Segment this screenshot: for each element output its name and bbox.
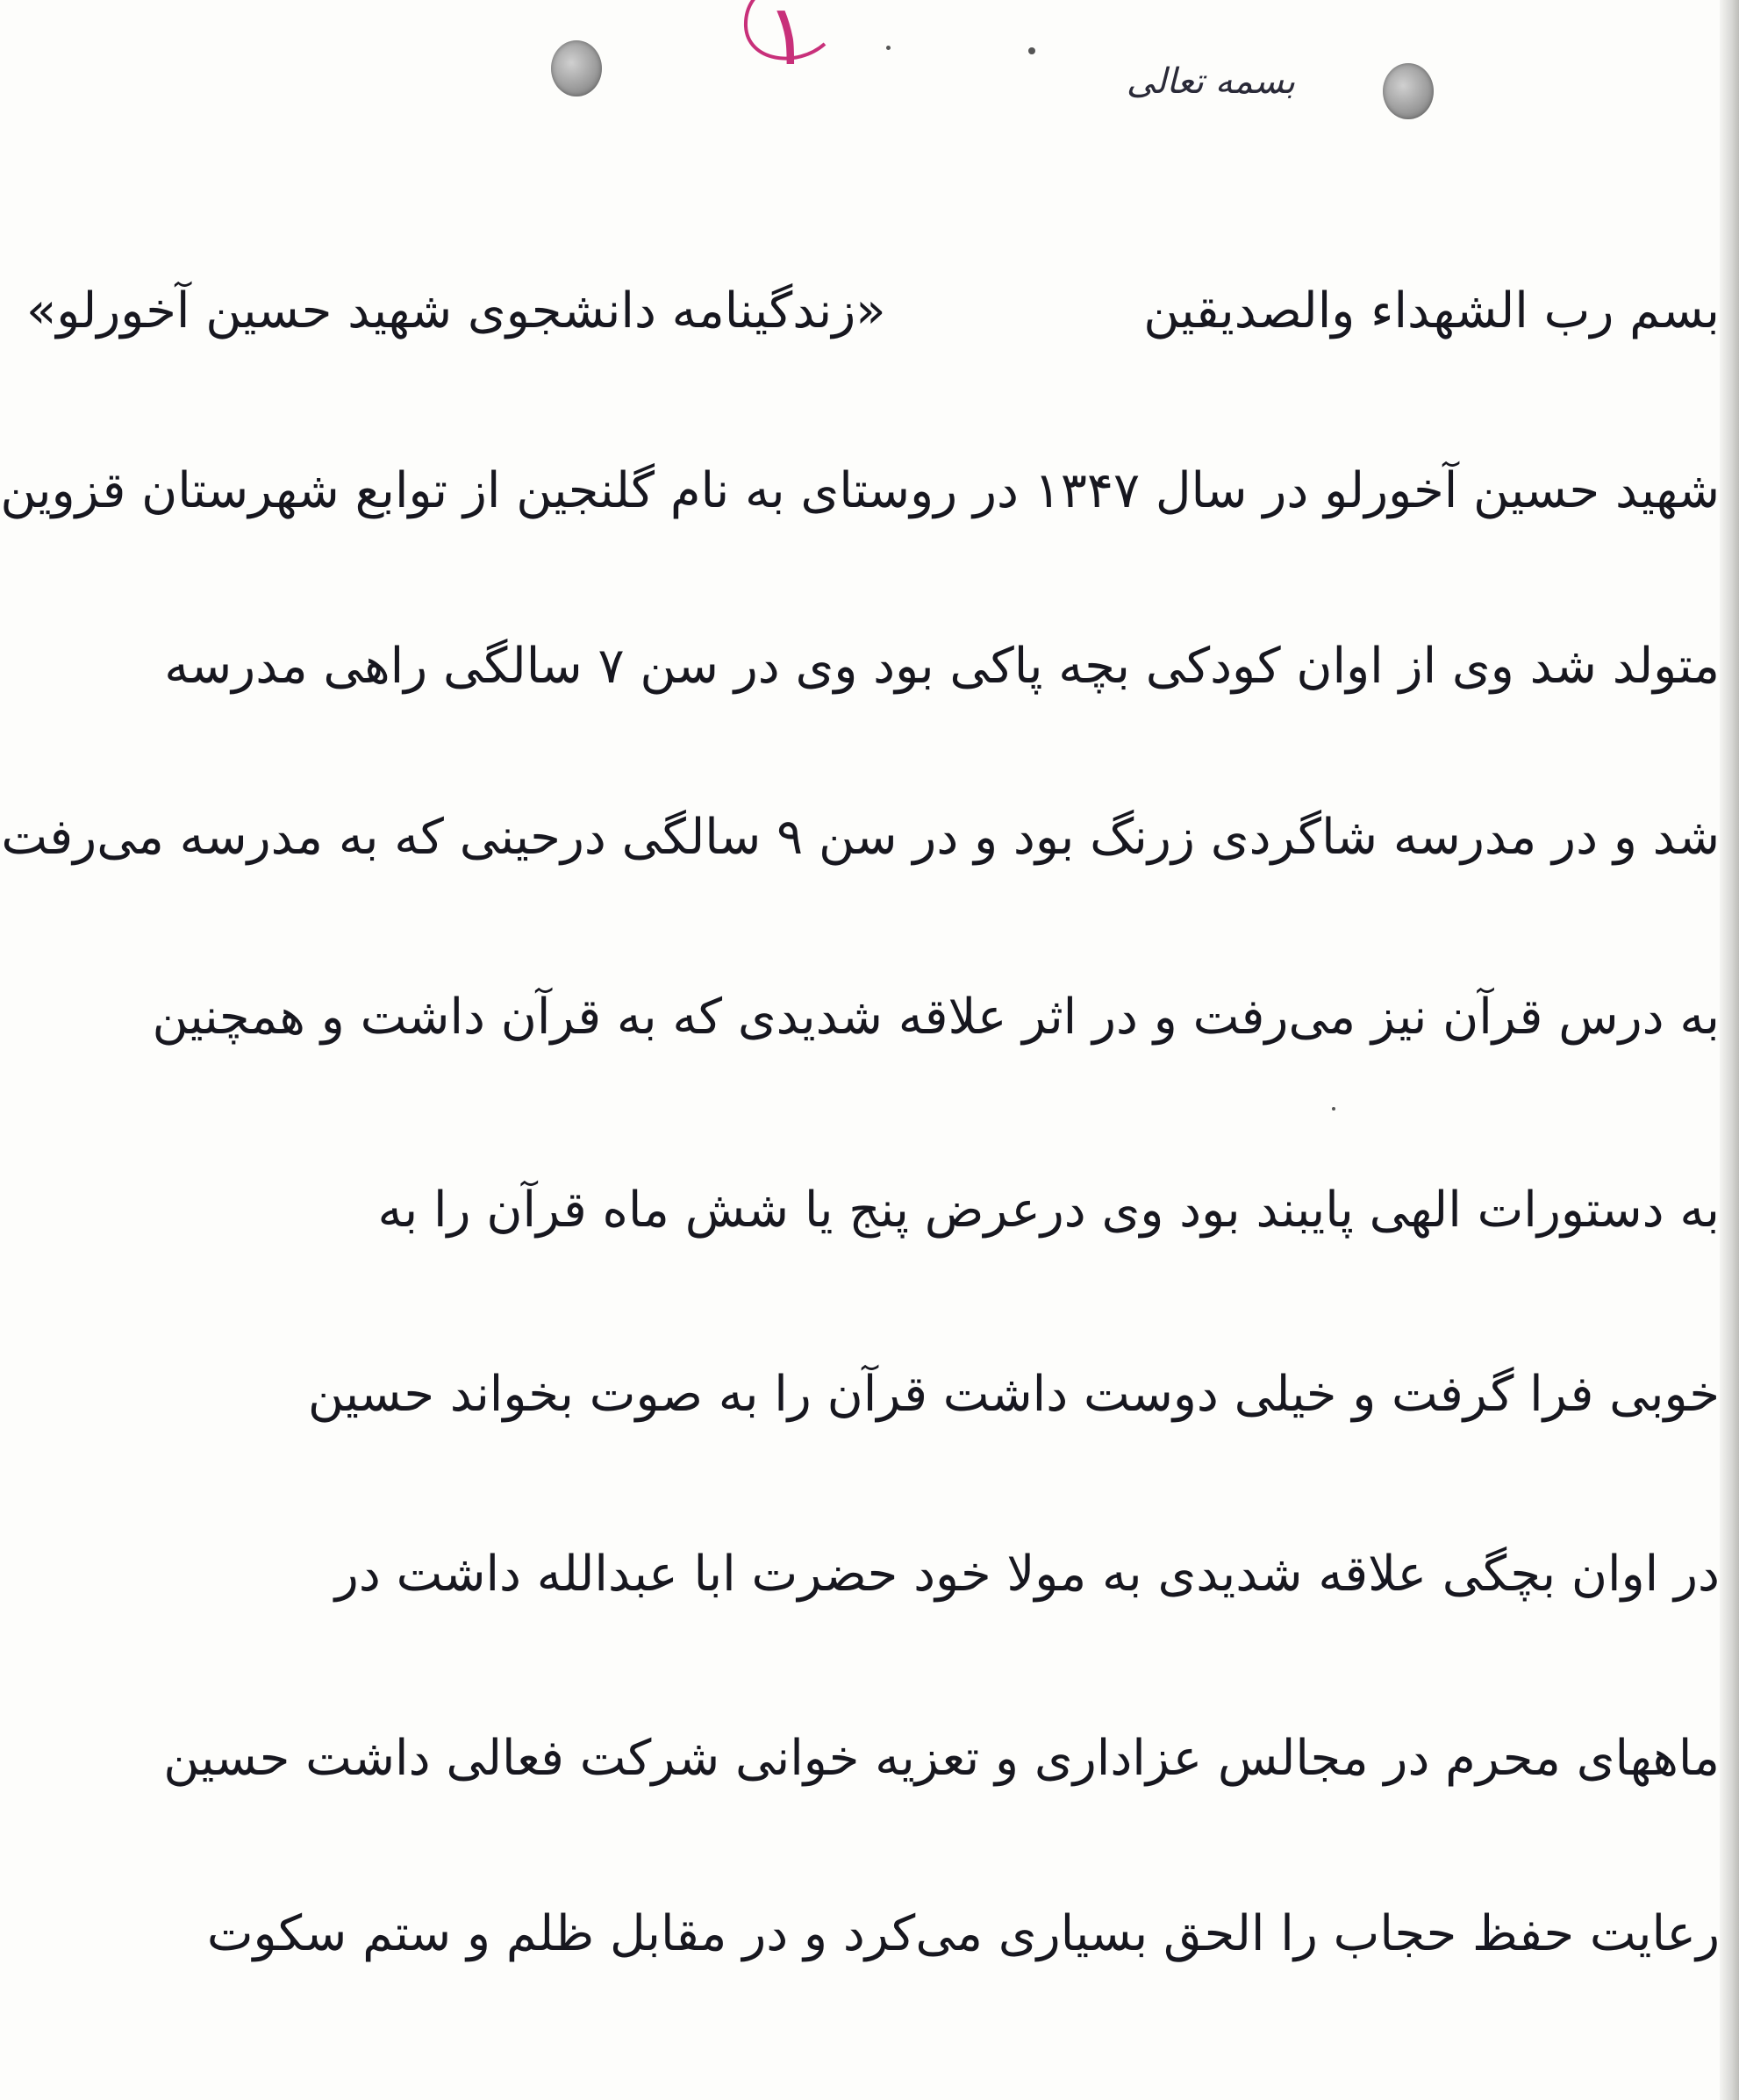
page-number-text: ۱ bbox=[765, 0, 811, 84]
ink-dot bbox=[1028, 47, 1035, 54]
page-number-circle bbox=[726, 0, 849, 96]
ink-dot bbox=[1332, 1107, 1335, 1111]
punch-hole-left bbox=[551, 40, 602, 96]
header-blessing: بسمه تعالی bbox=[1126, 61, 1296, 102]
title-line bbox=[26, 276, 1720, 346]
text-line-3: شد و در مدرسه شاگردی زرنگ بود و در سن ۹ سالگی درحینی که به مدرسه می‌رفت bbox=[1, 809, 1720, 866]
punch-hole-right bbox=[1383, 63, 1434, 119]
page-number bbox=[726, 0, 849, 96]
page-title: «زندگینامه دانشجوی شهید حسین آخورلو» bbox=[26, 282, 886, 339]
text-line-9: رعایت حفظ حجاب را الحق بسیاری می‌کرد و در مقابل ظلم و ستم سکوت bbox=[206, 1905, 1720, 1962]
text-line-4: به درس قرآن نیز می‌رفت و در اثر علاقه شدیدی که به قرآن داشت و همچنین bbox=[152, 989, 1720, 1046]
text-line-7: در اوان بچگی علاقه شدیدی به مولا خود حضرت ابا عبدالله داشت در bbox=[334, 1546, 1720, 1603]
text-line-8: ماههای محرم در مجالس عزاداری و تعزیه خوانی شرکت فعالی داشت حسین bbox=[163, 1730, 1720, 1787]
text-line-6: خوبی فرا گرفت و خیلی دوست داشت قرآن را به صوت بخواند حسین bbox=[307, 1366, 1720, 1423]
paper-edge-shadow bbox=[1720, 0, 1739, 2100]
text-line-2: متولد شد وی از اوان کودکی بچه پاکی بود وی در سن ۷ سالگی راهی مدرسه bbox=[164, 638, 1720, 695]
ink-dot bbox=[886, 46, 891, 50]
basmala: بسم رب الشهداء والصدیقین bbox=[1143, 282, 1720, 339]
text-line-5: به دستورات الهی پایبند بود وی درعرض پنج یا شش ماه قرآن را به bbox=[377, 1182, 1720, 1239]
text-line-1: شهید حسین آخورلو در سال ۱۳۴۷ در روستای به نام گلنجین از توابع شهرستان قزوین bbox=[0, 462, 1720, 519]
